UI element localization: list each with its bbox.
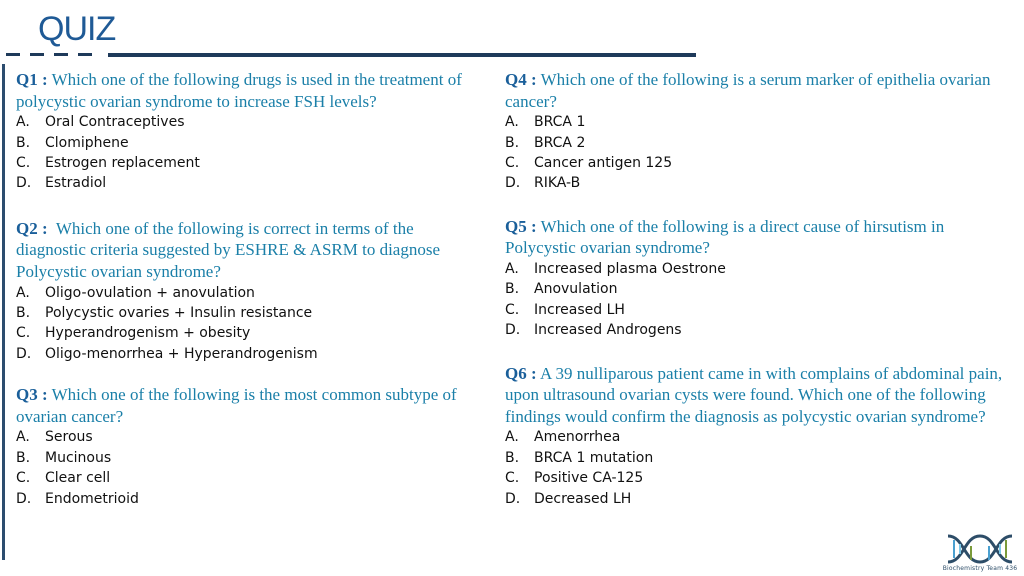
- option-c: [16, 153, 486, 173]
- team-logo: [940, 532, 1020, 576]
- option-c: [505, 468, 1005, 488]
- option-text: Amenorrhea: [534, 429, 621, 446]
- option-letter: D.: [505, 175, 521, 192]
- option-d: [505, 320, 1005, 340]
- option-letter: B.: [505, 134, 520, 151]
- option-text: Estradiol: [45, 175, 107, 192]
- option-text: BRCA 1 mutation: [534, 449, 654, 466]
- option-letter: D.: [16, 490, 32, 507]
- option-b: [16, 133, 486, 153]
- dash: [6, 53, 20, 56]
- option-letter: D.: [505, 490, 521, 507]
- option-d: [16, 173, 486, 193]
- question-5: [505, 216, 1005, 341]
- question-1: [16, 69, 486, 194]
- option-d: [505, 173, 1005, 193]
- question-number: Q2 :: [16, 218, 48, 238]
- question-text: Which one of the following is correct in terms of the diagnostic criteria suggested by ESHRE & ASRM to diagnose Polycystic ovarian syndrome?: [16, 218, 441, 281]
- option-letter: A.: [16, 429, 30, 446]
- option-text: Mucinous: [45, 449, 112, 466]
- title-underline: [108, 53, 696, 57]
- option-letter: C.: [505, 301, 520, 318]
- option-text: Polycystic ovaries + Insulin resistance: [45, 305, 313, 321]
- option-letter: C.: [16, 325, 31, 342]
- question-4: [505, 69, 1005, 194]
- option-text: Estrogen replacement: [45, 155, 200, 171]
- dash: [30, 53, 44, 56]
- option-a: [16, 283, 486, 303]
- option-b: [16, 448, 486, 468]
- option-b: [505, 133, 1005, 153]
- question-number: Q3 :: [16, 385, 48, 405]
- option-c: [505, 300, 1005, 320]
- option-text: Oligo-menorrhea + Hyperandrogenism: [45, 345, 318, 362]
- question-number: Q1 :: [16, 70, 48, 89]
- page-title: QUIZ: [38, 10, 116, 48]
- option-a: [505, 259, 1005, 279]
- option-text: Clear cell: [45, 470, 111, 487]
- option-b: [505, 448, 1005, 468]
- dash: [54, 53, 68, 56]
- option-letter: B.: [16, 134, 31, 151]
- option-letter: D.: [16, 175, 32, 192]
- dna-logo-icon: [940, 532, 1020, 566]
- option-letter: C.: [505, 470, 520, 487]
- option-text: Decreased LH: [534, 490, 632, 507]
- option-text: Increased Androgens: [534, 322, 682, 339]
- option-a: [505, 112, 1005, 132]
- option-text: Endometrioid: [45, 490, 139, 507]
- question-stem: [16, 69, 486, 112]
- left-accent-bar: [2, 64, 5, 560]
- option-b: [16, 303, 486, 323]
- option-text: Oral Contraceptives: [45, 114, 185, 131]
- question-text: Which one of the following is a direct cause of hirsutism in Polycystic ovarian syndrome?: [505, 216, 945, 258]
- right-column: [505, 69, 1005, 509]
- question-stem: [16, 218, 486, 283]
- option-text: Anovulation: [534, 281, 618, 298]
- question-2: [16, 218, 486, 364]
- question-text: Which one of the following is the most common subtype of ovarian cancer?: [16, 385, 457, 426]
- option-letter: C.: [505, 155, 520, 171]
- option-text: Cancer antigen 125: [534, 155, 673, 171]
- option-letter: B.: [505, 449, 520, 466]
- option-text: BRCA 1: [534, 114, 586, 131]
- option-c: [16, 323, 486, 343]
- option-a: [505, 427, 1005, 447]
- question-stem: [505, 69, 1005, 112]
- question-stem: [16, 384, 486, 427]
- left-column: [16, 69, 486, 509]
- option-text: RIKA-B: [534, 175, 581, 192]
- option-letter: A.: [505, 114, 519, 131]
- option-text: Oligo-ovulation + anovulation: [45, 284, 255, 301]
- question-number: Q4 :: [505, 70, 537, 89]
- question-stem: [505, 363, 1005, 428]
- option-letter: A.: [505, 261, 519, 277]
- option-a: [16, 112, 486, 132]
- option-letter: B.: [16, 449, 31, 466]
- option-letter: C.: [16, 470, 31, 487]
- question-text: A 39 nulliparous patient came in with complains of abdominal pain, upon ultrasound ovarian cysts were found. Which one of the following findings would confirm the diagnosis as polycystic ovarian syndrome?: [505, 363, 1003, 426]
- option-text: Increased plasma Oestrone: [534, 261, 726, 277]
- question-number: Q5 :: [505, 216, 537, 236]
- option-text: Serous: [45, 429, 93, 446]
- option-text: Increased LH: [534, 301, 625, 318]
- option-letter: A.: [16, 284, 30, 301]
- option-letter: D.: [505, 322, 521, 339]
- option-letter: C.: [16, 155, 31, 171]
- question-text: Which one of the following is a serum marker of epithelia ovarian cancer?: [505, 70, 991, 111]
- question-stem: [505, 216, 1005, 259]
- option-d: [16, 489, 486, 509]
- dash: [78, 53, 92, 56]
- option-letter: A.: [505, 429, 519, 446]
- option-letter: D.: [16, 345, 32, 362]
- question-text: Which one of the following drugs is used in the treatment of polycystic ovarian syndrome to increase FSH levels?: [16, 70, 462, 111]
- question-6: [505, 363, 1005, 509]
- option-a: [16, 427, 486, 447]
- option-c: [16, 468, 486, 488]
- option-b: [505, 279, 1005, 299]
- question-3: [16, 384, 486, 509]
- option-d: [505, 489, 1005, 509]
- option-text: Clomiphene: [45, 134, 129, 151]
- option-letter: B.: [16, 305, 31, 321]
- logo-caption: Biochemistry Team 436: [942, 565, 1018, 572]
- option-text: BRCA 2: [534, 134, 586, 151]
- option-c: [505, 153, 1005, 173]
- option-text: Hyperandrogenism + obesity: [45, 325, 251, 342]
- question-number: Q6 :: [505, 363, 537, 383]
- option-d: [16, 344, 486, 364]
- option-letter: A.: [16, 114, 30, 131]
- option-letter: B.: [505, 281, 520, 298]
- option-text: Positive CA-125: [534, 470, 644, 487]
